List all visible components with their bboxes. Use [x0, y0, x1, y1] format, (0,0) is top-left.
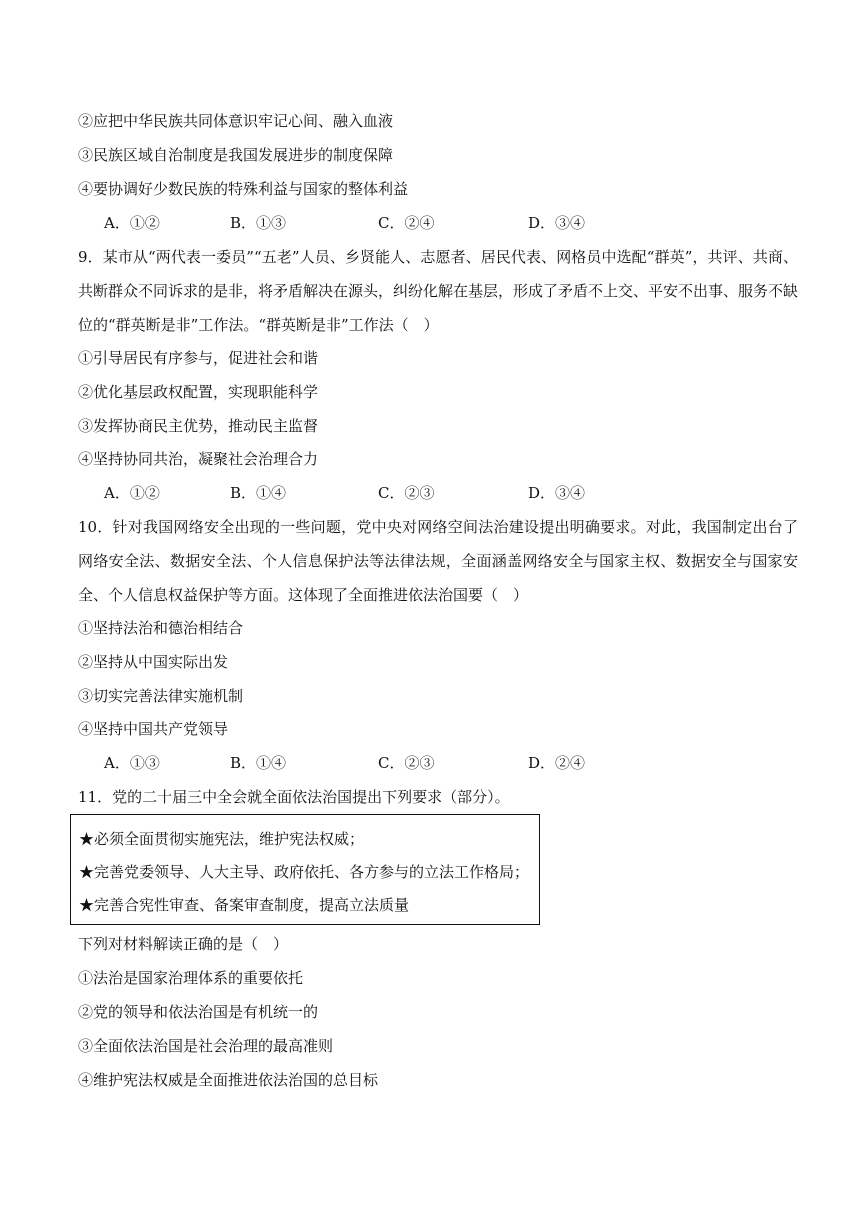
q9-option-c[interactable]: C．②③: [378, 484, 435, 502]
q11-item-3: ③全面依法治国是社会治理的最高准则: [78, 1037, 334, 1055]
q10-item-3: ③切实完善法律实施机制: [78, 687, 244, 705]
q9-option-d[interactable]: D．③④: [528, 484, 586, 502]
q11-box-line-3: ★完善合宪性审查、备案审查制度，提高立法质量: [79, 896, 410, 914]
q9-option-a[interactable]: A．①②: [104, 484, 160, 502]
q10-option-a[interactable]: A．①③: [104, 754, 160, 772]
q11-item-4: ④维护宪法权威是全面推进依法治国的总目标: [78, 1071, 379, 1089]
q9-item-3: ③发挥协商民主优势，推动民主监督: [78, 417, 319, 435]
q11-item-2: ②党的领导和依法治国是有机统一的: [78, 1003, 319, 1021]
q9-option-b[interactable]: B．①④: [230, 484, 287, 502]
q10-option-b[interactable]: B．①④: [230, 754, 287, 772]
q11-box-line-1: ★必须全面贯彻实施宪法，维护宪法权威；: [79, 830, 365, 848]
q11-stem: 11．党的二十届三中全会就全面依法治国提出下列要求（部分）。: [78, 788, 510, 806]
q9-item-1: ①引导居民有序参与，促进社会和谐: [78, 349, 319, 367]
q10-options: [104, 753, 704, 773]
q9-options: [104, 483, 704, 503]
q10-item-2: ②坚持从中国实际出发: [78, 653, 229, 671]
q10-option-c[interactable]: C．②③: [378, 754, 435, 772]
q8-option-c[interactable]: C．②④: [378, 214, 435, 232]
q10-option-d[interactable]: D．②④: [528, 754, 586, 772]
q8-option-b[interactable]: B．①③: [230, 214, 287, 232]
q9-item-2: ②优化基层政权配置，实现职能科学: [78, 383, 319, 401]
q11-box-line-2: ★完善党委领导、人大主导、政府依托、各方参与的立法工作格局；: [79, 863, 530, 881]
q8-option-d[interactable]: D．③④: [528, 214, 586, 232]
q8-options: [104, 213, 704, 233]
q9-stem: 9．某市从“两代表一委员”“五老”人员、乡贤能人、志愿者、居民代表、网格员中选配“群英”，共评、共商、共断群众不同诉求的是非，将矛盾解决在源头，纠纷化解在基层，形成了矛盾不上交、平安不出事、服务不缺位的“群英断是非”工作法。“群英断是非”工作法（ ）: [78, 248, 799, 334]
q8-option-a[interactable]: A．①②: [104, 214, 160, 232]
q10-item-4: ④坚持中国共产党领导: [78, 720, 229, 738]
q11-material-box: [70, 814, 540, 925]
q9-item-4: ④坚持协同共治，凝聚社会治理合力: [78, 450, 319, 468]
q10-stem: 10．针对我国网络安全出现的一些问题，党中央对网络空间法治建设提出明确要求。对此，我国制定出台了网络安全法、数据安全法、个人信息保护法等法律法规，全面涵盖网络安全与国家主权、数据安全与国家安全、个人信息权益保护等方面。这体现了全面推进依法治国要（ ）: [78, 518, 798, 604]
q11-item-1: ①法治是国家治理体系的重要依托: [78, 969, 304, 987]
q11-question: 下列对材料解读正确的是（ ）: [78, 935, 289, 953]
q8-item-4: ④要协调好少数民族的特殊利益与国家的整体利益: [78, 180, 409, 198]
q8-item-3: ③民族区域自治制度是我国发展进步的制度保障: [78, 146, 394, 164]
q8-item-2: ②应把中华民族共同体意识牢记心间、融入血液: [78, 112, 394, 130]
q10-item-1: ①坚持法治和德治相结合: [78, 619, 244, 637]
